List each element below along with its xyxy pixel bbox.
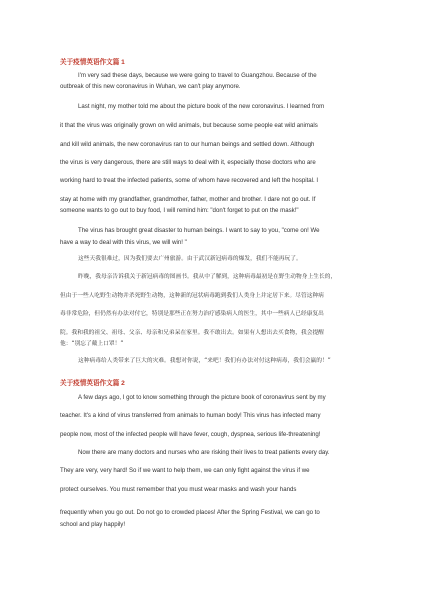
essay-2-line: A few days ago, I got to know something through the picture book of coronavirus sent by my: [78, 394, 326, 401]
essay-1-line: the virus is very dangerous, there are still ways to deal with it, especially those doctors who are: [60, 159, 316, 166]
essay-2-line: people now, most of the infected people will have fever, cough, dyspnea, serious life-threatening!: [60, 431, 321, 438]
essay-1-line: and kill wild animals, the new coronavirus ran to our human beings and settled down. Although: [60, 141, 315, 148]
essay-1-cn-line: 他：“别忘了戴上口罩！”: [60, 341, 124, 347]
essay-2-line: school and play happily!: [60, 521, 126, 528]
essay-2-line: They are very, very hard! So if we want to help them, we can only fight against the virus if we: [60, 467, 310, 474]
essay-1-cn-line: 昨晚，我母亲告诉我关于新冠病毒的图画书。我从中了解到，这种病毒最初是在野生动物身上生长的，: [78, 274, 337, 280]
essay-1-line: stay at home with my grandfather, grandmother, father, mother and brother. I dare not go out. If: [60, 196, 316, 203]
essay-1-line: Last night, my mother told me about the picture book of the new coronavirus. I learned from: [78, 103, 325, 110]
essay-1-heading: 关于疫情英语作文篇 1: [60, 59, 125, 66]
essay-1-line: The virus has brought great disaster to human beings. I want to say to you, "come on! We: [78, 227, 320, 234]
essay-1-line: someone wants to go out to buy food, I will remind him: "don't forget to put on the mask!": [60, 207, 299, 214]
essay-2-heading: 关于疫情英语作文篇 2: [60, 380, 125, 387]
essay-1-line: working hard to treat the infected patients, some of whom have recovered and left the hospital. I: [60, 177, 319, 184]
essay-2-line: Now there are many doctors and nurses who are risking their lives to treat patients every day.: [78, 449, 330, 456]
essay-1-cn-line: 但由于一些人吃野生动物并杀死野生动物，这种新的冠状病毒跑到我们人类身上并定居下来。尽管这种病: [60, 293, 324, 299]
essay-1-line: outbreak of this new coronavirus in Wuhan, we can't play anymore.: [60, 83, 241, 90]
essay-1-cn-line: 这些天我很难过，因为我们要去广州旅游。由于武汉新冠病毒的爆发，我们不能再玩了。: [78, 256, 302, 262]
essay-1-line: it that the virus was originally grown on wild animals, but because some people eat wild animals: [60, 122, 318, 129]
essay-2-line: teacher. It's a kind of virus transferred from animals to human body! This virus has infected many: [60, 412, 321, 419]
essay-2-line: frequently when you go out. Do not go to crowded places! After the Spring Festival, we can go to: [60, 509, 320, 516]
essay-1-cn-line: 毒非常危险，但仍然有办法对付它，特别是那些正在努力治疗感染病人的医生，其中一些病人已经康复出: [60, 311, 324, 317]
essay-2-line: protect ourselves. You must remember that you must wear masks and wash your hands: [60, 486, 297, 493]
essay-1-cn-line: 院。我和我的祖父、祖母、父亲、母亲和兄弟呆在家里。我不敢出去。如果有人想出去买食物，我会提醒: [60, 330, 324, 336]
essay-1-line: have a way to deal with this virus, we will win! ": [60, 239, 187, 246]
essay-1-line: I'm very sad these days, because we were going to travel to Guangzhou. Because of the: [78, 72, 317, 79]
essay-1-cn-line: 这种病毒给人类带来了巨大的灾难。我想对你说，“来吧！我们有办法对付这种病毒，我们会赢的！”: [78, 358, 331, 364]
